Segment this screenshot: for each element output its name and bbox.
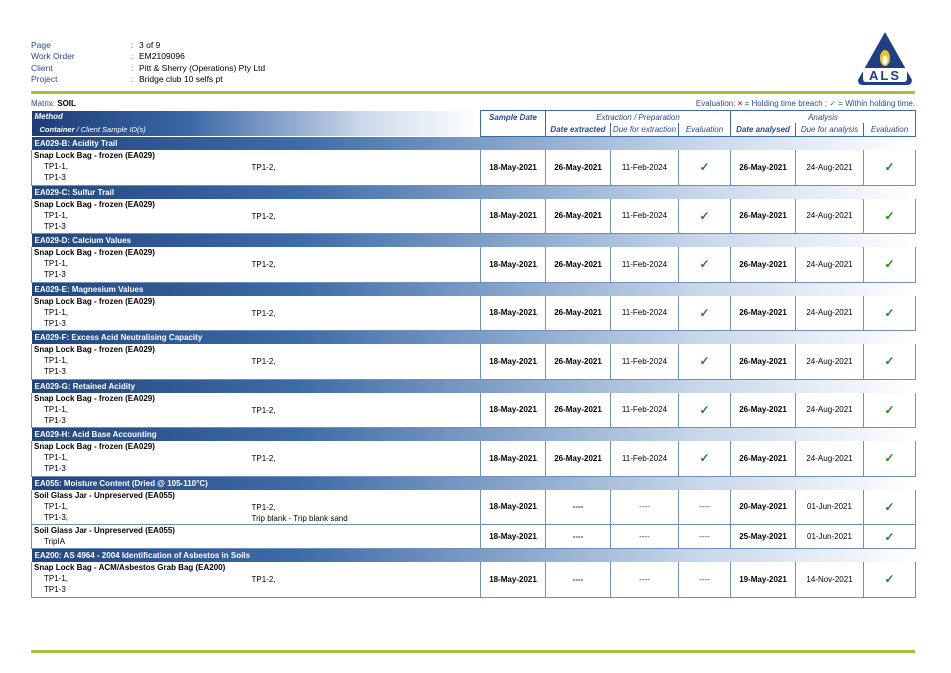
evaluation-header-2: Evaluation xyxy=(864,123,916,137)
container-name: Snap Lock Bag - frozen (EA029) xyxy=(34,199,155,209)
container-name: Snap Lock Bag - frozen (EA029) xyxy=(34,442,155,451)
method-section-header xyxy=(32,137,916,151)
sample-id-cell xyxy=(252,441,481,476)
method-title: EA029-B: Acidity Trail xyxy=(32,137,916,151)
sample-date: 18-May-2021 xyxy=(481,525,546,549)
sample-id: TP1-2, xyxy=(251,308,276,318)
date-extracted: 26-May-2021 xyxy=(546,247,611,282)
sample-id: TP1-1, xyxy=(44,356,69,365)
due-extraction-header: Due for extraction xyxy=(611,123,679,137)
due-for-analysis: 14-Nov-2021 xyxy=(796,562,864,597)
container-cell xyxy=(32,150,252,185)
extraction-group-header: Extraction / Preparation xyxy=(546,111,731,124)
method-section-header xyxy=(32,549,916,563)
due-for-extraction: 11-Feb-2024 xyxy=(611,344,679,379)
date-analysed: 26-May-2021 xyxy=(731,393,796,428)
check-icon: ✓ xyxy=(864,525,916,549)
due-for-analysis: 24-Aug-2021 xyxy=(796,150,864,185)
due-for-extraction: ---- xyxy=(611,562,679,597)
date-analysed: 20-May-2021 xyxy=(731,490,796,525)
date-analysed: 26-May-2021 xyxy=(731,296,796,331)
evaluation-legend: Evaluation: × = Holding time breach ; ✓ = Within holding time. xyxy=(695,99,915,108)
container-cell xyxy=(32,525,252,549)
due-for-extraction: 11-Feb-2024 xyxy=(611,393,679,428)
sample-id: TP1-1, xyxy=(44,453,69,462)
sample-id: TP1-2, xyxy=(251,405,276,415)
date-analysed: 26-May-2021 xyxy=(731,344,796,379)
check-icon: ✓ xyxy=(679,296,731,331)
container-name: Snap Lock Bag - frozen (EA029) xyxy=(34,296,155,306)
holding-time-table xyxy=(31,110,916,598)
sample-id: TP1-1, xyxy=(44,162,69,171)
sample-date: 18-May-2021 xyxy=(481,344,546,379)
matrix-value: SOIL xyxy=(57,99,76,108)
breach-icon: × xyxy=(737,99,743,108)
due-for-extraction: 11-Feb-2024 xyxy=(611,247,679,282)
container-cell xyxy=(32,247,252,282)
check-icon: ✓ xyxy=(864,344,916,379)
sample-id: TP1-3 xyxy=(44,270,66,279)
sample-id-cell xyxy=(252,150,481,185)
sample-id-cell xyxy=(252,490,481,525)
sample-id-cell xyxy=(252,199,481,234)
sample-date-header: Sample Date xyxy=(481,111,546,124)
check-icon: ✓ xyxy=(864,490,916,525)
sample-date: 18-May-2021 xyxy=(481,393,546,428)
check-icon: ✓ xyxy=(679,247,731,282)
header-field xyxy=(31,51,265,62)
sample-date: 18-May-2021 xyxy=(481,490,546,525)
due-for-analysis: 01-Jun-2021 xyxy=(796,525,864,549)
sample-id: TP1-3 xyxy=(44,173,66,182)
sample-id-cell xyxy=(252,393,481,428)
check-icon: ✓ xyxy=(864,393,916,428)
check-icon: ✓ xyxy=(864,247,916,282)
date-analysed: 25-May-2021 xyxy=(731,525,796,549)
check-icon: ✓ xyxy=(679,344,731,379)
header-field xyxy=(31,63,265,74)
date-analysed: 26-May-2021 xyxy=(731,199,796,234)
sample-id: TP1-3 xyxy=(44,464,66,473)
date-extracted: ---- xyxy=(546,490,611,525)
container-name: Snap Lock Bag - frozen (EA029) xyxy=(34,248,155,257)
sample-id: TP1-1, xyxy=(44,259,69,268)
method-section-header xyxy=(32,234,916,248)
table-row xyxy=(32,199,916,234)
due-for-analysis: 24-Aug-2021 xyxy=(796,296,864,331)
als-logo xyxy=(855,30,915,88)
sample-id: TP1-2, xyxy=(251,357,276,366)
method-section-header xyxy=(32,185,916,199)
date-extracted-header: Date extracted xyxy=(546,123,611,137)
container-cell xyxy=(32,562,252,597)
sample-date: 18-May-2021 xyxy=(481,199,546,234)
method-section-header xyxy=(32,282,916,296)
due-for-extraction: ---- xyxy=(611,525,679,549)
container-cell xyxy=(32,490,252,525)
table-row xyxy=(32,441,916,476)
check-icon: ✓ xyxy=(679,393,731,428)
extraction-evaluation: ---- xyxy=(679,490,731,525)
sample-id-cell xyxy=(252,525,481,549)
sample-id-cell xyxy=(252,296,481,331)
header-field-value: 3 of 9 xyxy=(139,40,161,50)
container-name: Snap Lock Bag - frozen (EA029) xyxy=(34,393,155,403)
table-row xyxy=(32,490,916,525)
method-title: EA029-G: Retained Acidity xyxy=(32,379,916,393)
due-for-analysis: 24-Aug-2021 xyxy=(796,393,864,428)
due-for-analysis: 24-Aug-2021 xyxy=(796,344,864,379)
logo-text: ALS xyxy=(869,68,901,83)
bottom-divider xyxy=(31,650,915,653)
sample-id: Trip blank - Trip blank sand xyxy=(251,513,348,523)
sample-id: TP1-2, xyxy=(251,260,276,269)
header-colon: : xyxy=(131,51,134,62)
date-extracted: 26-May-2021 xyxy=(546,344,611,379)
sample-id: TP1-2, xyxy=(251,211,276,221)
method-title: EA029-F: Excess Acid Neutralising Capacity xyxy=(32,331,916,345)
sample-id: TP1-3 xyxy=(44,415,66,425)
sample-date: 18-May-2021 xyxy=(481,150,546,185)
check-icon: ✓ xyxy=(679,199,731,234)
sample-date-subheader xyxy=(481,123,546,137)
extraction-evaluation: ---- xyxy=(679,525,731,549)
due-for-extraction: ---- xyxy=(611,490,679,525)
method-section-header xyxy=(32,331,916,345)
due-for-analysis: 01-Jun-2021 xyxy=(796,490,864,525)
method-title: EA029-C: Sulfur Trail xyxy=(32,185,916,199)
check-icon: ✓ xyxy=(864,150,916,185)
method-title: EA029-E: Magnesium Values xyxy=(32,282,916,296)
header-colon: : xyxy=(131,73,134,84)
sample-id: TP1-2, xyxy=(251,454,276,463)
check-icon: ✓ xyxy=(864,296,916,331)
container-name: Soil Glass Jar - Unpreserved (EA055) xyxy=(34,490,175,500)
container-name: Soil Glass Jar - Unpreserved (EA055) xyxy=(34,526,175,535)
method-section-header xyxy=(32,428,916,442)
sample-id: TP1-1, xyxy=(44,404,69,414)
header-field-value: EM2109096 xyxy=(139,51,185,62)
sample-id: TP1-3, xyxy=(44,512,69,522)
sample-id: TP1-2, xyxy=(251,502,276,512)
method-section-header xyxy=(32,379,916,393)
method-title: EA029-H: Acid Base Accounting xyxy=(32,428,916,442)
sample-id: TP1-1, xyxy=(44,307,69,317)
due-for-extraction: 11-Feb-2024 xyxy=(611,199,679,234)
sample-date: 18-May-2021 xyxy=(481,296,546,331)
sample-date: 18-May-2021 xyxy=(481,441,546,476)
container-cell xyxy=(32,344,252,379)
due-for-analysis: 24-Aug-2021 xyxy=(796,199,864,234)
header-field-label: Client xyxy=(31,62,53,73)
check-icon: ✓ xyxy=(864,199,916,234)
sample-id: TP1-1, xyxy=(44,574,69,583)
sample-id: TP1-1, xyxy=(44,210,69,220)
date-extracted: 26-May-2021 xyxy=(546,441,611,476)
date-analysed-header: Date analysed xyxy=(731,123,796,137)
check-icon: ✓ xyxy=(679,150,731,185)
sample-id: TP1-1, xyxy=(44,501,69,511)
due-for-analysis: 24-Aug-2021 xyxy=(796,247,864,282)
header-field xyxy=(31,74,265,85)
due-for-extraction: 11-Feb-2024 xyxy=(611,150,679,185)
container-cell xyxy=(32,393,252,428)
table-row xyxy=(32,247,916,282)
container-cell xyxy=(32,199,252,234)
header-colon: : xyxy=(131,40,134,50)
evaluation-header: Evaluation xyxy=(679,123,731,137)
check-icon: ✓ xyxy=(864,441,916,476)
header-colon: : xyxy=(131,62,134,73)
method-title: EA200: AS 4964 - 2004 Identification of Asbestos in Soils xyxy=(32,549,916,563)
report-header xyxy=(31,40,265,85)
sample-id: TP1-3 xyxy=(44,367,66,376)
date-extracted: 26-May-2021 xyxy=(546,150,611,185)
sample-id: TP1-2, xyxy=(251,575,276,584)
date-analysed: 26-May-2021 xyxy=(731,441,796,476)
matrix-label: Matrix: SOIL xyxy=(31,99,76,108)
due-for-extraction: 11-Feb-2024 xyxy=(611,441,679,476)
sample-id: TP1-3 xyxy=(44,221,66,231)
top-divider xyxy=(31,91,915,94)
date-extracted: 26-May-2021 xyxy=(546,393,611,428)
container-cell xyxy=(32,441,252,476)
sample-id: TP1-3 xyxy=(44,318,66,328)
sample-id: TP1-2, xyxy=(251,163,276,172)
method-section-header xyxy=(32,476,916,490)
sample-id-cell xyxy=(252,562,481,597)
container-name: Snap Lock Bag - frozen (EA029) xyxy=(34,345,155,354)
check-icon: ✓ xyxy=(829,99,837,108)
table-row xyxy=(32,344,916,379)
container-cell xyxy=(32,296,252,331)
header-field-value: Pitt & Sherry (Operations) Pty Ltd xyxy=(139,62,266,73)
header-field xyxy=(31,40,265,51)
check-icon: ✓ xyxy=(864,562,916,597)
header-field-label: Work Order xyxy=(31,51,75,62)
sample-id: TP1-3 xyxy=(44,585,66,594)
due-for-extraction: 11-Feb-2024 xyxy=(611,296,679,331)
table-row xyxy=(32,150,916,185)
date-extracted: 26-May-2021 xyxy=(546,296,611,331)
header-field-label: Project xyxy=(31,73,58,84)
date-extracted: ---- xyxy=(546,525,611,549)
date-extracted: 26-May-2021 xyxy=(546,199,611,234)
container-name: Snap Lock Bag - frozen (EA029) xyxy=(34,151,155,160)
sample-date: 18-May-2021 xyxy=(481,247,546,282)
sample-id: TripIA xyxy=(44,537,66,546)
due-analysis-header: Due for analysis xyxy=(796,123,864,137)
method-header: Method xyxy=(32,111,481,124)
sample-date: 18-May-2021 xyxy=(481,562,546,597)
sample-id-cell xyxy=(252,247,481,282)
table-row xyxy=(32,296,916,331)
sample-id-cell xyxy=(252,344,481,379)
header-field-label: Page xyxy=(31,40,51,50)
date-analysed: 19-May-2021 xyxy=(731,562,796,597)
table-row xyxy=(32,393,916,428)
container-header: Container / Client Sample ID(s) xyxy=(32,123,481,137)
date-analysed: 26-May-2021 xyxy=(731,150,796,185)
table-row xyxy=(32,562,916,597)
check-icon: ✓ xyxy=(679,441,731,476)
table-row xyxy=(32,525,916,549)
container-name: Snap Lock Bag - ACM/Asbestos Grab Bag (EA200) xyxy=(34,563,226,572)
method-title: EA029-D: Calcium Values xyxy=(32,234,916,248)
due-for-analysis: 24-Aug-2021 xyxy=(796,441,864,476)
extraction-evaluation: ---- xyxy=(679,562,731,597)
date-extracted: ---- xyxy=(546,562,611,597)
analysis-group-header: Analysis xyxy=(731,111,916,124)
method-title: EA055: Moisture Content (Dried @ 105-110°C) xyxy=(32,476,916,490)
date-analysed: 26-May-2021 xyxy=(731,247,796,282)
header-field-value: Bridge club 10 selfs pt xyxy=(139,73,223,84)
